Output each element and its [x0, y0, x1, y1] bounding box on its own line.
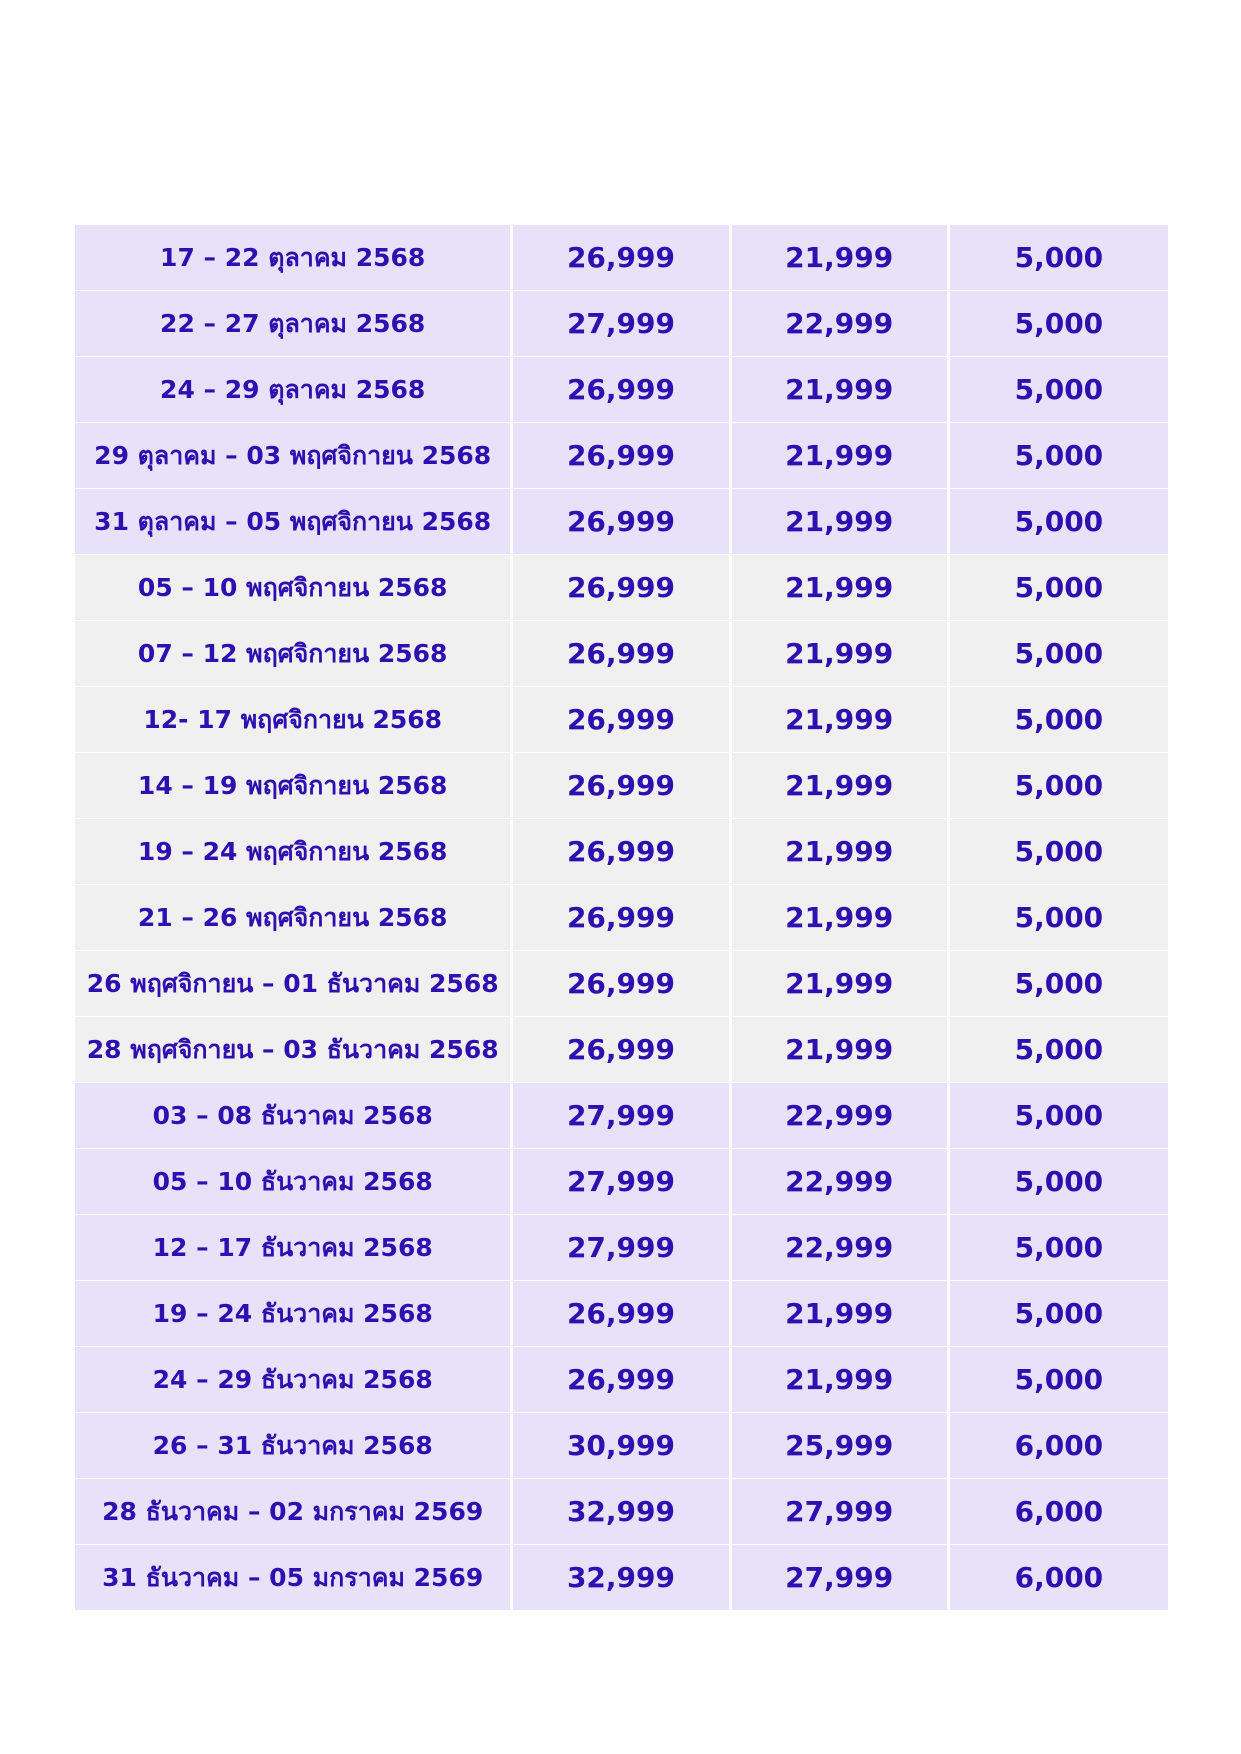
price-cell-2: 21,999	[732, 885, 950, 951]
travel-dates-cell: 19 – 24 ธันวาคม 2568	[75, 1281, 513, 1347]
price-cell-1: 26,999	[513, 753, 731, 819]
price-cell-1: 26,999	[513, 885, 731, 951]
price-cell-2: 21,999	[732, 489, 950, 555]
price-cell-3: 5,000	[950, 1083, 1168, 1149]
table-row	[75, 357, 1168, 423]
price-cell-1: 26,999	[513, 489, 731, 555]
travel-dates-cell: 05 – 10 ธันวาคม 2568	[75, 1149, 513, 1215]
travel-dates-cell: 19 – 24 พฤศจิกายน 2568	[75, 819, 513, 885]
travel-dates-cell: 12- 17 พฤศจิกายน 2568	[75, 687, 513, 753]
travel-dates-cell: 14 – 19 พฤศจิกายน 2568	[75, 753, 513, 819]
table-row	[75, 1413, 1168, 1479]
travel-dates-cell: 21 – 26 พฤศจิกายน 2568	[75, 885, 513, 951]
table-row	[75, 1545, 1168, 1610]
table-row	[75, 1083, 1168, 1149]
price-cell-1: 26,999	[513, 1281, 731, 1347]
price-cell-1: 26,999	[513, 423, 731, 489]
price-cell-3: 5,000	[950, 819, 1168, 885]
travel-dates-cell: 24 – 29 ตุลาคม 2568	[75, 357, 513, 423]
price-cell-2: 21,999	[732, 1347, 950, 1413]
table-row	[75, 291, 1168, 357]
price-cell-1: 26,999	[513, 1017, 731, 1083]
price-cell-3: 6,000	[950, 1545, 1168, 1610]
table-row	[75, 1281, 1168, 1347]
price-cell-2: 27,999	[732, 1479, 950, 1545]
price-cell-2: 25,999	[732, 1413, 950, 1479]
table-row	[75, 1017, 1168, 1083]
travel-dates-cell: 07 – 12 พฤศจิกายน 2568	[75, 621, 513, 687]
table-row	[75, 423, 1168, 489]
price-cell-1: 30,999	[513, 1413, 731, 1479]
table-row	[75, 951, 1168, 1017]
travel-dates-cell: 03 – 08 ธันวาคม 2568	[75, 1083, 513, 1149]
price-cell-1: 27,999	[513, 1215, 731, 1281]
travel-dates-cell: 22 – 27 ตุลาคม 2568	[75, 291, 513, 357]
price-cell-1: 26,999	[513, 1347, 731, 1413]
price-cell-2: 21,999	[732, 621, 950, 687]
price-cell-2: 21,999	[732, 423, 950, 489]
price-cell-1: 26,999	[513, 357, 731, 423]
price-cell-3: 5,000	[950, 753, 1168, 819]
travel-dates-cell: 26 พฤศจิกายน – 01 ธันวาคม 2568	[75, 951, 513, 1017]
price-cell-3: 5,000	[950, 225, 1168, 291]
price-cell-2: 21,999	[732, 1281, 950, 1347]
table-row	[75, 885, 1168, 951]
travel-dates-cell: 28 ธันวาคม – 02 มกราคม 2569	[75, 1479, 513, 1545]
price-table	[75, 225, 1168, 1610]
price-cell-2: 21,999	[732, 555, 950, 621]
table-row	[75, 687, 1168, 753]
price-cell-2: 22,999	[732, 1083, 950, 1149]
price-cell-2: 21,999	[732, 1017, 950, 1083]
price-cell-1: 32,999	[513, 1545, 731, 1610]
travel-dates-cell: 31 ตุลาคม – 05 พฤศจิกายน 2568	[75, 489, 513, 555]
price-cell-3: 6,000	[950, 1479, 1168, 1545]
price-cell-3: 5,000	[950, 621, 1168, 687]
price-cell-3: 5,000	[950, 1347, 1168, 1413]
price-cell-1: 26,999	[513, 225, 731, 291]
travel-dates-cell: 05 – 10 พฤศจิกายน 2568	[75, 555, 513, 621]
price-cell-3: 5,000	[950, 885, 1168, 951]
price-cell-2: 21,999	[732, 225, 950, 291]
price-cell-3: 5,000	[950, 1281, 1168, 1347]
price-cell-3: 6,000	[950, 1413, 1168, 1479]
table-row	[75, 1479, 1168, 1545]
price-cell-2: 21,999	[732, 951, 950, 1017]
price-cell-2: 21,999	[732, 753, 950, 819]
price-cell-2: 22,999	[732, 291, 950, 357]
table-row	[75, 753, 1168, 819]
price-cell-3: 5,000	[950, 1149, 1168, 1215]
price-cell-2: 21,999	[732, 357, 950, 423]
table-row	[75, 489, 1168, 555]
price-cell-3: 5,000	[950, 357, 1168, 423]
price-cell-2: 22,999	[732, 1149, 950, 1215]
travel-dates-cell: 31 ธันวาคม – 05 มกราคม 2569	[75, 1545, 513, 1610]
price-cell-3: 5,000	[950, 1017, 1168, 1083]
price-cell-3: 5,000	[950, 1215, 1168, 1281]
price-cell-1: 27,999	[513, 291, 731, 357]
travel-dates-cell: 24 – 29 ธันวาคม 2568	[75, 1347, 513, 1413]
price-cell-3: 5,000	[950, 687, 1168, 753]
travel-dates-cell: 17 – 22 ตุลาคม 2568	[75, 225, 513, 291]
table-row	[75, 1149, 1168, 1215]
price-cell-2: 21,999	[732, 819, 950, 885]
price-cell-1: 26,999	[513, 621, 731, 687]
price-table-body	[75, 225, 1168, 1610]
table-row	[75, 225, 1168, 291]
price-cell-3: 5,000	[950, 555, 1168, 621]
travel-dates-cell: 12 – 17 ธันวาคม 2568	[75, 1215, 513, 1281]
price-cell-1: 26,999	[513, 951, 731, 1017]
price-cell-2: 22,999	[732, 1215, 950, 1281]
travel-dates-cell: 29 ตุลาคม – 03 พฤศจิกายน 2568	[75, 423, 513, 489]
price-cell-1: 32,999	[513, 1479, 731, 1545]
table-row	[75, 1347, 1168, 1413]
price-cell-1: 26,999	[513, 819, 731, 885]
table-row	[75, 621, 1168, 687]
travel-dates-cell: 26 – 31 ธันวาคม 2568	[75, 1413, 513, 1479]
price-cell-1: 27,999	[513, 1149, 731, 1215]
price-cell-3: 5,000	[950, 423, 1168, 489]
table-row	[75, 1215, 1168, 1281]
table-row	[75, 819, 1168, 885]
price-cell-2: 27,999	[732, 1545, 950, 1610]
price-cell-3: 5,000	[950, 489, 1168, 555]
travel-dates-cell: 28 พฤศจิกายน – 03 ธันวาคม 2568	[75, 1017, 513, 1083]
price-cell-2: 21,999	[732, 687, 950, 753]
price-cell-3: 5,000	[950, 951, 1168, 1017]
price-cell-1: 26,999	[513, 687, 731, 753]
price-cell-1: 27,999	[513, 1083, 731, 1149]
price-cell-1: 26,999	[513, 555, 731, 621]
price-cell-3: 5,000	[950, 291, 1168, 357]
table-row	[75, 555, 1168, 621]
